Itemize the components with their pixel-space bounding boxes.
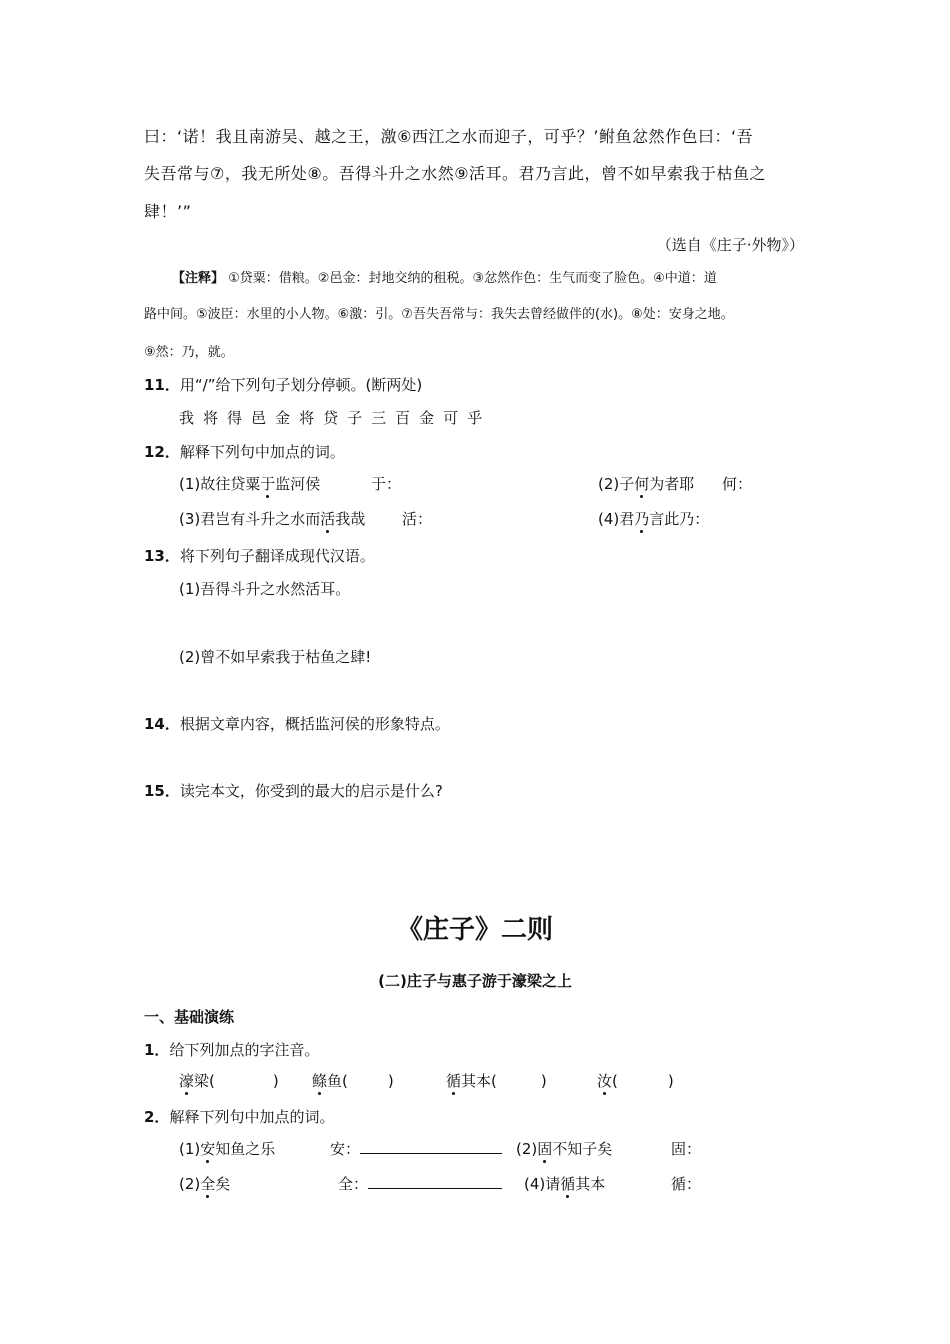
q12-item-1 xyxy=(179,473,320,495)
dotted-char: 濠 xyxy=(179,1072,195,1090)
q12-item-2-pre: (2)子 xyxy=(598,475,635,493)
q11-char: 乎 xyxy=(467,409,483,427)
passage-source: （选自《庄子·外物》） xyxy=(656,236,804,254)
b2-item-4-post: 其本 xyxy=(575,1175,606,1193)
dotted-char: 乃 xyxy=(634,510,650,528)
dotted-char: 循 xyxy=(446,1072,462,1090)
q11-text: 用“/”给下列句子划分停顿。(断两处) xyxy=(179,376,423,394)
dotted-char: 何 xyxy=(634,475,650,493)
b1-word-2-close: ) xyxy=(387,1072,394,1090)
b1-number: 1． xyxy=(144,1041,170,1059)
q13-sentence-1: (1)吾得斗升之水然活耳。 xyxy=(179,580,351,598)
q13-number: 13． xyxy=(144,547,180,565)
dotted-char: 固 xyxy=(537,1140,553,1158)
q12-answer-1[interactable]: 于： xyxy=(371,475,402,493)
q11-char: 邑 xyxy=(251,409,267,427)
q11-number: 11． xyxy=(144,376,180,394)
b2-item-3 xyxy=(179,1173,230,1195)
b2-item-2-pre: (2) xyxy=(516,1140,538,1158)
q12-item-4 xyxy=(598,508,709,530)
q12-item-3 xyxy=(179,508,365,530)
q11-char: 金 xyxy=(419,409,435,427)
b1-word-1-post: 梁( xyxy=(194,1072,215,1090)
b2-answer-3[interactable] xyxy=(338,1173,502,1195)
b2-item-1 xyxy=(179,1138,275,1160)
dotted-char: 活 xyxy=(320,510,336,528)
q12-item-3-pre: (3)君岂有斗升之水而 xyxy=(179,510,321,528)
dotted-char: 循 xyxy=(560,1175,576,1193)
question-15 xyxy=(144,780,443,802)
q11-char: 可 xyxy=(443,409,459,427)
q14-text: 根据文章内容，概括监河侯的形象特点。 xyxy=(179,715,450,733)
b1-word-3-close: ) xyxy=(540,1072,547,1090)
q11-sentence xyxy=(179,407,491,429)
b2-item-2 xyxy=(516,1138,612,1160)
q11-char: 三 xyxy=(371,409,387,427)
b1-word-4-post: ( xyxy=(612,1072,618,1090)
notes-line-3: ⑨然：乃，就。 xyxy=(144,345,234,360)
notes-line-2: 路中间。⑤波臣：水里的小人物。⑥激：引。⑦吾失吾常与：我失去曾经做伴的(水)。⑧处：安身之地。 xyxy=(144,307,734,322)
q11-char: 百 xyxy=(395,409,411,427)
q11-char: 将 xyxy=(299,409,315,427)
basic-question-1 xyxy=(144,1039,319,1061)
section-title: 《庄子》二则 xyxy=(396,915,553,945)
b1-text: 给下列加点的字注音。 xyxy=(169,1041,320,1059)
b2-answer-1[interactable] xyxy=(330,1138,502,1160)
q12-item-4-pre: (4)君 xyxy=(598,510,635,528)
q15-text: 读完本文，你受到的最大的启示是什么? xyxy=(179,782,443,800)
question-13 xyxy=(144,545,375,567)
q12-number: 12． xyxy=(144,443,180,461)
q11-char: 得 xyxy=(227,409,243,427)
b2-answer-1-label: 安： xyxy=(330,1140,361,1158)
b2-item-1-post: 知鱼之乐 xyxy=(215,1140,276,1158)
b2-answer-4[interactable]: 循： xyxy=(671,1175,702,1193)
dotted-char: 于 xyxy=(260,475,276,493)
dotted-char: 全 xyxy=(200,1175,216,1193)
b1-word-3-post: 其本( xyxy=(461,1072,497,1090)
q12-item-2 xyxy=(598,473,694,495)
b2-item-1-pre: (1) xyxy=(179,1140,201,1158)
passage-line-3: 肆！’” xyxy=(144,202,192,221)
b1-word-3[interactable] xyxy=(446,1070,547,1092)
q12-answer-4[interactable]: 乃： xyxy=(679,510,710,528)
b2-item-3-pre: (2) xyxy=(179,1175,201,1193)
q15-number: 15． xyxy=(144,782,180,800)
q12-item-1-post: 监河侯 xyxy=(275,475,321,493)
q11-char: 将 xyxy=(203,409,219,427)
dotted-char: 安 xyxy=(200,1140,216,1158)
question-14 xyxy=(144,713,450,735)
section-subtitle: (二)庄子与惠子游于濠梁之上 xyxy=(378,972,572,990)
section-heading: 一、基础演练 xyxy=(144,1008,235,1026)
b2-answer-3-label: 全： xyxy=(338,1175,369,1193)
dotted-char: 汝 xyxy=(597,1072,613,1090)
q13-sentence-2: (2)曾不如早索我于枯鱼之肆! xyxy=(179,648,372,666)
q12-answer-3[interactable]: 活： xyxy=(402,510,433,528)
passage-line-1: 曰：‘诺！我且南游吴、越之王，激⑥西江之水而迎子，可乎？’鲋鱼忿然作色曰：‘吾 xyxy=(144,127,754,146)
q12-text: 解释下列句中加点的词。 xyxy=(179,443,345,461)
notes-line-1 xyxy=(172,268,717,290)
dotted-char: 鲦 xyxy=(312,1072,328,1090)
answer-blank[interactable] xyxy=(360,1139,502,1154)
q11-char: 金 xyxy=(275,409,291,427)
basic-question-2 xyxy=(144,1106,334,1128)
b1-word-4[interactable] xyxy=(597,1070,674,1092)
q12-item-1-pre: (1)故往贷粟 xyxy=(179,475,261,493)
passage-line-2: 失吾常与⑦，我无所处⑧。吾得斗升之水然⑨活耳。君乃言此，曾不如早索我于枯鱼之 xyxy=(144,164,767,183)
q11-char: 子 xyxy=(347,409,363,427)
q13-text: 将下列句子翻译成现代汉语。 xyxy=(179,547,375,565)
b2-number: 2． xyxy=(144,1108,170,1126)
q14-number: 14． xyxy=(144,715,180,733)
notes-label: 【注释】 xyxy=(172,271,225,286)
q11-char: 我 xyxy=(179,409,195,427)
q12-item-4-post: 言此 xyxy=(649,510,680,528)
q12-answer-2[interactable]: 何： xyxy=(722,475,753,493)
q12-item-3-post: 我哉 xyxy=(335,510,366,528)
b1-word-2[interactable] xyxy=(312,1070,394,1092)
b1-word-1[interactable] xyxy=(179,1070,279,1092)
b2-text: 解释下列句中加点的词。 xyxy=(169,1108,335,1126)
question-11 xyxy=(144,374,422,396)
q12-item-2-post: 为者耶 xyxy=(649,475,695,493)
notes-text-1: ①贷粟：借粮。②邑金：封地交纳的租税。③忿然作色：生气而变了脸色。④中道：道 xyxy=(228,271,717,286)
b2-answer-2[interactable]: 固： xyxy=(671,1140,702,1158)
b1-word-2-post: 鱼( xyxy=(327,1072,348,1090)
b2-item-4 xyxy=(524,1173,605,1195)
question-12 xyxy=(144,441,345,463)
b2-item-2-post: 不知子矣 xyxy=(552,1140,613,1158)
b2-item-4-pre: (4)请 xyxy=(524,1175,561,1193)
b1-word-1-close: ) xyxy=(272,1072,279,1090)
b1-word-4-close: ) xyxy=(667,1072,674,1090)
answer-blank[interactable] xyxy=(368,1174,502,1189)
q11-char: 贷 xyxy=(323,409,339,427)
b2-item-3-post: 矣 xyxy=(215,1175,231,1193)
